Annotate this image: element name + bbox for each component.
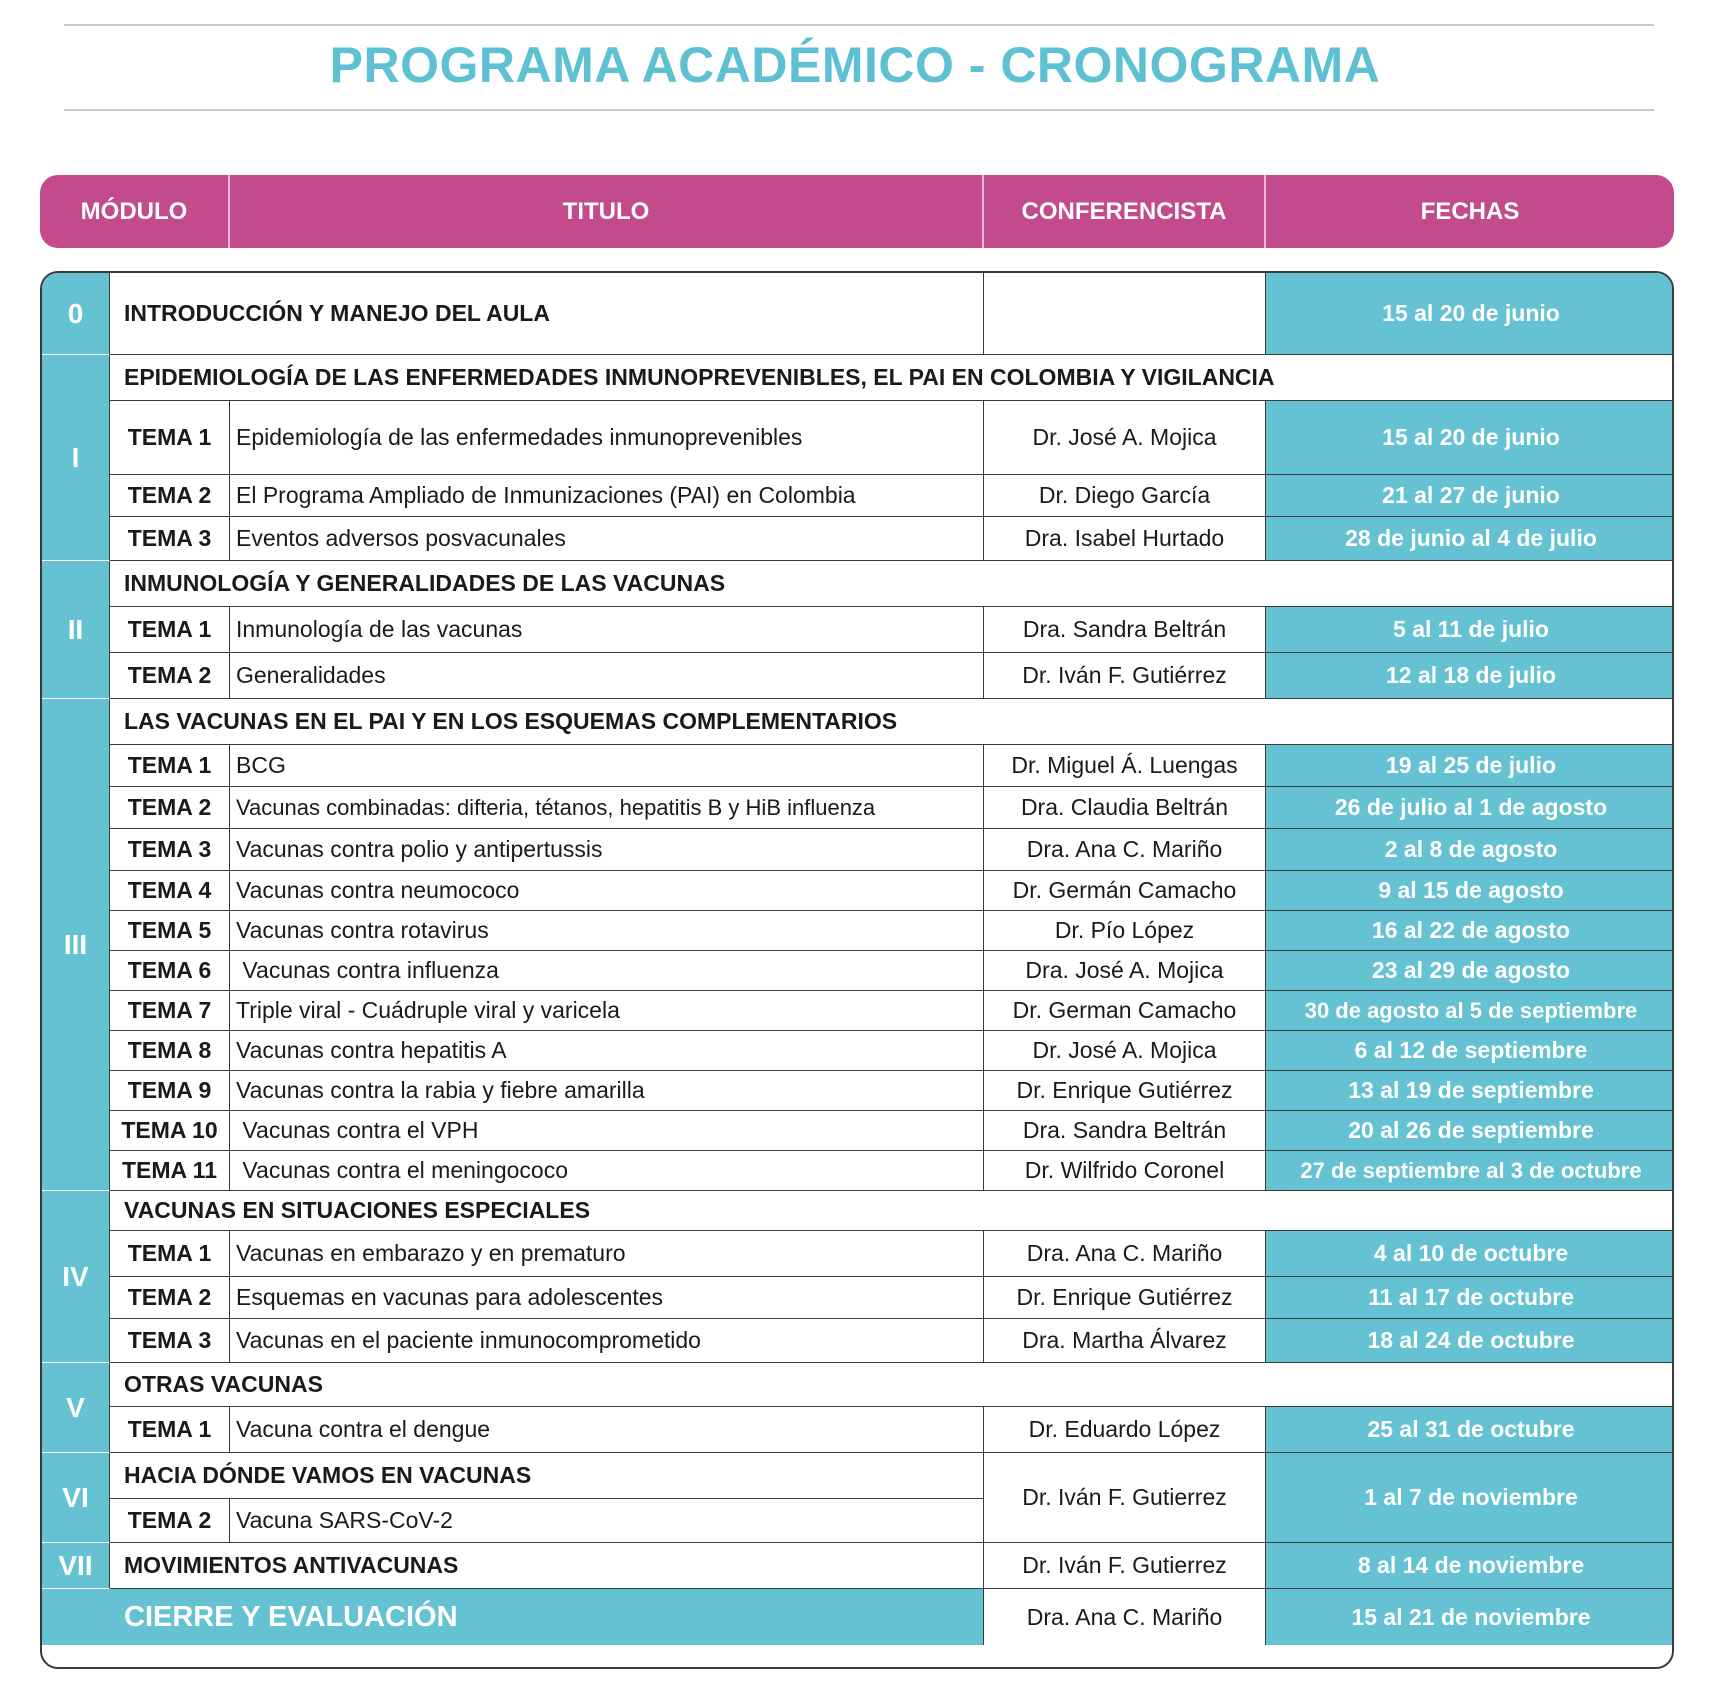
tema-title: Vacunas contra polio y antipertussis xyxy=(230,829,984,871)
tema-date: 13 al 19 de septiembre xyxy=(1266,1071,1674,1111)
tema-date: 12 al 18 de julio xyxy=(1266,653,1674,699)
tema-title: Vacunas combinadas: difteria, tétanos, hepatitis B y HiB influenza xyxy=(230,787,984,829)
tema-title: El Programa Ampliado de Inmunizaciones (PAI) en Colombia xyxy=(230,475,984,517)
tema-label: TEMA 2 xyxy=(110,1277,230,1319)
tema-speaker: Dra. Martha Álvarez xyxy=(984,1319,1266,1363)
title-underline xyxy=(64,109,1654,111)
tema-speaker: Dr. Enrique Gutiérrez xyxy=(984,1071,1266,1111)
tema-date: 18 al 24 de octubre xyxy=(1266,1319,1674,1363)
tema-date: 20 al 26 de septiembre xyxy=(1266,1111,1674,1151)
tema-date: 30 de agosto al 5 de septiembre xyxy=(1266,991,1674,1031)
module-3-title: LAS VACUNAS EN EL PAI Y EN LOS ESQUEMAS COMPLEMENTARIOS xyxy=(110,699,1674,745)
module-0-title: INTRODUCCIÓN Y MANEJO DEL AULA xyxy=(110,273,984,355)
tema-speaker: Dra. Sandra Beltrán xyxy=(984,607,1266,653)
tema-title: Triple viral - Cuádruple viral y varicela xyxy=(230,991,984,1031)
tema-title: Vacunas contra la rabia y fiebre amarilla xyxy=(230,1071,984,1111)
tema-speaker: Dr. Diego García xyxy=(984,475,1266,517)
tema-label: TEMA 4 xyxy=(110,871,230,911)
tema-speaker: Dr. José A. Mojica xyxy=(984,401,1266,475)
tema-title: Esquemas en vacunas para adolescentes xyxy=(230,1277,984,1319)
module-2-number: II xyxy=(42,561,110,699)
module-1-title: EPIDEMIOLOGÍA DE LAS ENFERMEDADES INMUNOPREVENIBLES, EL PAI EN COLOMBIA Y VIGILANCIA xyxy=(110,355,1674,401)
closing-date: 15 al 21 de noviembre xyxy=(1266,1589,1674,1645)
tema-speaker: Dra. Ana C. Mariño xyxy=(984,829,1266,871)
tema-date: 6 al 12 de septiembre xyxy=(1266,1031,1674,1071)
tema-speaker: Dr. Pío López xyxy=(984,911,1266,951)
tema-speaker: Dr. José A. Mojica xyxy=(984,1031,1266,1071)
header-modulo: MÓDULO xyxy=(80,197,188,225)
tema-speaker: Dr. Miguel Á. Luengas xyxy=(984,745,1266,787)
tema-date: 4 al 10 de octubre xyxy=(1266,1231,1674,1277)
tema-speaker: Dr. Germán Camacho xyxy=(984,871,1266,911)
tema-title: Vacunas contra el meningococo xyxy=(230,1151,984,1191)
module-0-number: 0 xyxy=(42,273,110,355)
tema-date: 2 al 8 de agosto xyxy=(1266,829,1674,871)
tema-label: TEMA 1 xyxy=(110,1231,230,1277)
tema-date: 26 de julio al 1 de agosto xyxy=(1266,787,1674,829)
module-6-number: VI xyxy=(42,1453,110,1543)
tema-date: 23 al 29 de agosto xyxy=(1266,951,1674,991)
tema-date: 9 al 15 de agosto xyxy=(1266,871,1674,911)
tema-title: Eventos adversos posvacunales xyxy=(230,517,984,561)
tema-speaker: Dra. José A. Mojica xyxy=(984,951,1266,991)
module-5-title: OTRAS VACUNAS xyxy=(110,1363,1674,1407)
module-7-date: 8 al 14 de noviembre xyxy=(1266,1543,1674,1589)
tema-date: 25 al 31 de octubre xyxy=(1266,1407,1674,1453)
tema-label: TEMA 10 xyxy=(110,1111,230,1151)
tema-label: TEMA 8 xyxy=(110,1031,230,1071)
module-7-title: MOVIMIENTOS ANTIVACUNAS xyxy=(110,1543,984,1589)
tema-title: Vacunas contra influenza xyxy=(230,951,984,991)
page-title: PROGRAMA ACADÉMICO - CRONOGRAMA xyxy=(329,37,1381,93)
schedule-table xyxy=(40,271,1674,1669)
module-1-number: I xyxy=(42,355,110,561)
tema-title: Vacuna contra el dengue xyxy=(230,1407,984,1453)
tema-date: 15 al 20 de junio xyxy=(1266,401,1674,475)
module-7-speaker: Dr. Iván F. Gutierrez xyxy=(984,1543,1266,1589)
tema-speaker: Dr. Wilfrido Coronel xyxy=(984,1151,1266,1191)
module-0-speaker xyxy=(984,273,1266,355)
module-6-date: 1 al 7 de noviembre xyxy=(1266,1453,1674,1543)
tema-speaker: Dra. Isabel Hurtado xyxy=(984,517,1266,561)
tema-speaker: Dra. Claudia Beltrán xyxy=(984,787,1266,829)
module-4-number: IV xyxy=(42,1191,110,1363)
header-fechas: FECHAS xyxy=(1264,175,1674,248)
tema-speaker: Dr. German Camacho xyxy=(984,991,1266,1031)
header-titulo: TITULO xyxy=(228,175,982,248)
tema-title: Epidemiología de las enfermedades inmunoprevenibles xyxy=(230,401,984,475)
tema-label: TEMA 3 xyxy=(110,1319,230,1363)
tema-speaker: Dr. Iván F. Gutiérrez xyxy=(984,653,1266,699)
tema-title: Vacuna SARS-CoV-2 xyxy=(230,1499,984,1543)
tema-label: TEMA 2 xyxy=(110,475,230,517)
tema-title: BCG xyxy=(230,745,984,787)
tema-label: TEMA 5 xyxy=(110,911,230,951)
tema-speaker: Dr. Eduardo López xyxy=(984,1407,1266,1453)
tema-date: 28 de junio al 4 de julio xyxy=(1266,517,1674,561)
module-3-number: III xyxy=(42,699,110,1191)
tema-label: TEMA 1 xyxy=(110,745,230,787)
tema-label: TEMA 1 xyxy=(110,401,230,475)
module-2-title: INMUNOLOGÍA Y GENERALIDADES DE LAS VACUNAS xyxy=(110,561,1674,607)
tema-title: Vacunas contra neumococo xyxy=(230,871,984,911)
module-5-number: V xyxy=(42,1363,110,1453)
module-6-title: HACIA DÓNDE VAMOS EN VACUNAS xyxy=(110,1453,984,1499)
tema-label: TEMA 6 xyxy=(110,951,230,991)
tema-title: Vacunas contra rotavirus xyxy=(230,911,984,951)
module-0-date: 15 al 20 de junio xyxy=(1266,273,1674,355)
tema-label: TEMA 1 xyxy=(110,607,230,653)
tema-title: Vacunas contra el VPH xyxy=(230,1111,984,1151)
tema-speaker: Dra. Ana C. Mariño xyxy=(984,1231,1266,1277)
tema-date: 5 al 11 de julio xyxy=(1266,607,1674,653)
tema-title: Vacunas contra hepatitis A xyxy=(230,1031,984,1071)
tema-date: 19 al 25 de julio xyxy=(1266,745,1674,787)
tema-date: 16 al 22 de agosto xyxy=(1266,911,1674,951)
header-conferencista: CONFERENCISTA xyxy=(982,175,1264,248)
tema-label: TEMA 3 xyxy=(110,829,230,871)
tema-label: TEMA 3 xyxy=(110,517,230,561)
tema-speaker: Dr. Enrique Gutiérrez xyxy=(984,1277,1266,1319)
module-4-title: VACUNAS EN SITUACIONES ESPECIALES xyxy=(110,1191,1674,1231)
module-7-number: VII xyxy=(42,1543,110,1589)
module-6-speaker: Dr. Iván F. Gutierrez xyxy=(984,1453,1266,1543)
tema-label: TEMA 11 xyxy=(110,1151,230,1191)
tema-date: 11 al 17 de octubre xyxy=(1266,1277,1674,1319)
tema-title: Vacunas en embarazo y en prematuro xyxy=(230,1231,984,1277)
tema-label: TEMA 9 xyxy=(110,1071,230,1111)
tema-label: TEMA 1 xyxy=(110,1407,230,1453)
tema-label: TEMA 2 xyxy=(110,787,230,829)
closing-title: CIERRE Y EVALUACIÓN xyxy=(42,1589,984,1645)
tema-date: 21 al 27 de junio xyxy=(1266,475,1674,517)
table-header xyxy=(40,175,1674,248)
tema-title: Vacunas en el paciente inmunocomprometido xyxy=(230,1319,984,1363)
tema-label: TEMA 2 xyxy=(110,653,230,699)
tema-label: TEMA 7 xyxy=(110,991,230,1031)
tema-date: 27 de septiembre al 3 de octubre xyxy=(1266,1151,1674,1191)
closing-speaker: Dra. Ana C. Mariño xyxy=(984,1589,1266,1645)
tema-speaker: Dra. Sandra Beltrán xyxy=(984,1111,1266,1151)
tema-title: Inmunología de las vacunas xyxy=(230,607,984,653)
tema-title: Generalidades xyxy=(230,653,984,699)
tema-label: TEMA 2 xyxy=(110,1499,230,1543)
top-rule xyxy=(64,24,1654,26)
